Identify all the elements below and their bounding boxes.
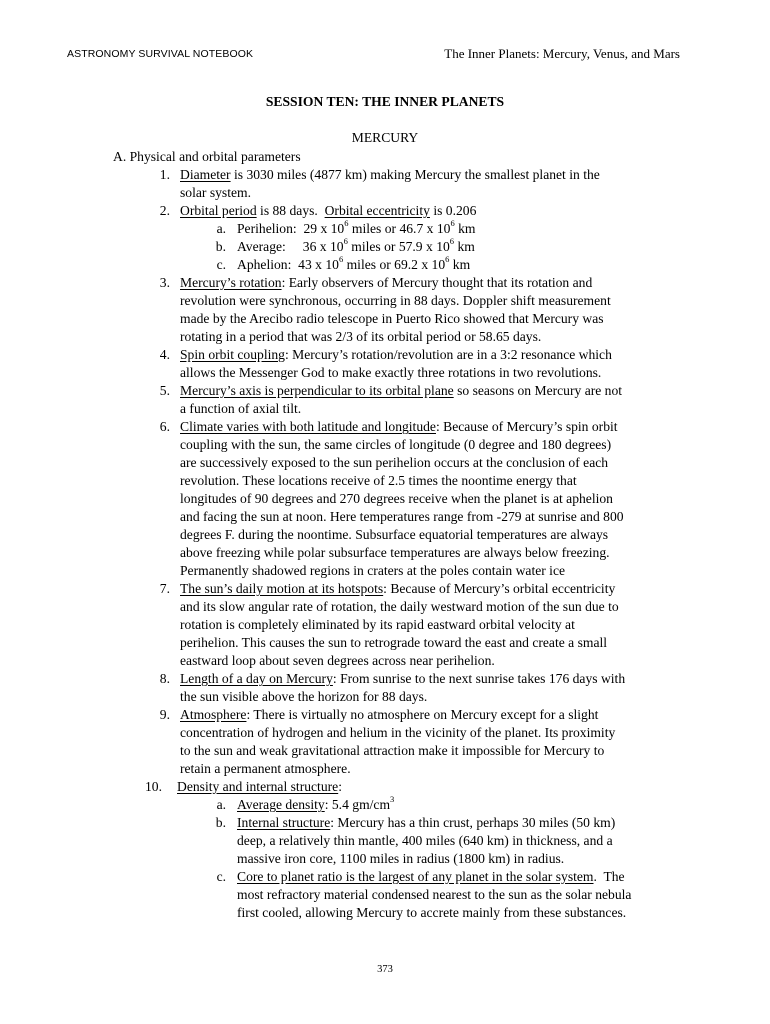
page-number: 373 [377,964,393,975]
sub-item-text: km [454,221,476,236]
item-text: : Early observers of Mercury thought that its rotation and [281,275,593,290]
exponent: 3 [390,794,395,805]
item-text: is 0.206 [429,203,477,218]
item-number: 5. [159,383,170,398]
list-item [0,382,770,400]
sub-item-text: miles or 57.9 x 10 [347,239,450,254]
exponent: 6 [344,218,349,229]
item-term: Orbital eccentricity [324,203,430,218]
list-item [0,778,770,796]
item-text: revolution. These locations receive of 2.5 times the noontime energy that [180,473,577,488]
item-text: rotating in a period that was 2/3 of its orbital period or 58.65 days. [180,329,542,344]
sub-item-letter: b. [215,239,226,254]
item-text: a function of axial tilt. [180,401,302,416]
item-text: rotation is completely eliminated by its rapid eastward orbital velocity at [180,617,575,632]
list-item [0,670,770,688]
section-a-label: A. Physical and orbital parameters [113,149,301,164]
list-item [0,580,770,598]
list-item [0,274,770,292]
item-number: 2. [159,203,170,218]
item-term: Core to planet ratio is the largest of any planet in the solar system [237,869,594,884]
list-item [0,202,770,220]
item-text: : Because of Mercury’s spin orbit [435,419,618,434]
sub-item-letter: c. [216,257,226,272]
sub-item [0,868,770,886]
item-term: The sun’s daily motion at its hotspots [180,581,384,596]
list-item [0,418,770,436]
item-number: 1. [159,167,170,182]
item-number: 4. [159,347,170,362]
outline-body [0,148,770,922]
item-text: revolution were synchronous, occurring in 88 days. Doppler shift measurement [180,293,611,308]
item-text: is 88 days. [256,203,325,218]
exponent: 6 [450,218,455,229]
item-text: concentration of hydrogen and helium in the vicinity of the planet. Its proximity [180,725,616,740]
sub-item-letter: a. [216,797,226,812]
header-book-title: ASTRONOMY SURVIVAL NOTEBOOK [67,48,254,60]
sub-item [0,220,770,238]
item-text: the sun visible above the horizon for 88 days. [180,689,428,704]
sub-item-text: km [449,257,471,272]
item-term: Density and internal structure [177,779,339,794]
sub-item [0,796,770,814]
sub-item [0,238,770,256]
item-text: are successively exposed to the sun perihelion occurs at the conclusion of each [180,455,609,470]
item-text: solar system. [180,185,251,200]
item-number: 7. [159,581,170,596]
sub-item-text: deep, a relatively thin mantle, 400 miles (640 km) in thickness, and a [237,833,613,848]
sub-item [0,814,770,832]
item-text: : Mercury’s rotation/revolution are in a 3:2 resonance which [284,347,612,362]
item-term: Internal structure [237,815,331,830]
item-term: Length of a day on Mercury [180,671,333,686]
sub-item-text: first cooled, allowing Mercury to accrete mainly from these substances. [237,905,627,920]
item-text: perihelion. This causes the sun to retrograde toward the east and create a small [180,635,608,650]
item-number: 3. [159,275,170,290]
item-text: : [338,779,342,794]
item-number: 6. [159,419,170,434]
item-text: so seasons on Mercury are not [453,383,623,398]
item-term: Diameter [180,167,231,182]
sub-item-letter: a. [216,221,226,236]
item-text: retain a permanent atmosphere. [180,761,351,776]
item-text: longitudes of 90 degrees and 270 degrees receive when the planet is at aphelion [180,491,613,506]
sub-item [0,256,770,274]
list-item [0,346,770,364]
item-text: allows the Messenger God to make exactly three rotations in two revolutions. [180,365,602,380]
item-term: Atmosphere [180,707,247,722]
sub-item-text: : Mercury has a thin crust, perhaps 30 miles (50 km) [330,815,616,830]
item-text: : There is virtually no atmosphere on Mercury except for a slight [246,707,599,722]
item-number: 8. [159,671,170,686]
item-term: Mercury’s rotation [180,275,282,290]
item-number: 9. [159,707,170,722]
sub-item-text: massive iron core, 1100 miles in radius (1800 km) in radius. [237,851,565,866]
sub-item-text: miles or 46.7 x 10 [348,221,451,236]
item-term: Mercury’s axis is perpendicular to its orbital plane [180,383,454,398]
sub-item-text: Average: 36 x 10 [237,239,344,254]
sub-item-text: most refractory material condensed nearest to the sun as the solar nebula [237,887,632,902]
section-a-heading [0,148,770,166]
item-term: Climate varies with both latitude and longitude [180,419,436,434]
exponent: 6 [449,236,455,247]
list-item [0,166,770,184]
item-number: 10. [145,779,162,794]
exponent: 6 [338,254,344,265]
item-text: to the sun and weak gravitational attraction make it impossible for Mercury to [180,743,605,758]
item-term: Spin orbit coupling [180,347,285,362]
section-heading-mercury: MERCURY [351,130,419,145]
sub-item-letter: c. [216,869,226,884]
item-text: coupling with the sun, the same circles of longitude (0 degree and 180 degrees) [180,437,612,452]
sub-item-text: miles or 69.2 x 10 [343,257,446,272]
sub-item-letter: b. [215,815,226,830]
sub-item-text: km [454,239,475,254]
header-chapter-title: The Inner Planets: Mercury, Venus, and Mars [444,46,680,61]
sub-item-text: . The [593,869,625,884]
item-text: above freezing while polar subsurface temperatures are always below freezing. [180,545,610,560]
item-text: Permanently shadowed regions in craters at the poles contain water ice [180,563,566,578]
item-text: : From sunrise to the next sunrise takes 176 days with [332,671,626,686]
exponent: 6 [445,254,450,265]
item-text: degrees F. during the noontime. Subsurface equatorial temperatures are always [180,527,609,542]
item-text: and its slow angular rate of rotation, the daily westward motion of the sun due to [180,599,619,614]
item-term: Orbital period [180,203,257,218]
sub-item-text: : 5.4 gm/cm [324,797,391,812]
item-text: eastward loop about seven degrees across near perihelion. [180,653,495,668]
exponent: 6 [343,236,348,247]
item-text: and facing the sun at noon. Here temperatures range from -279 at sunrise and 800 [180,509,624,524]
session-title: SESSION TEN: THE INNER PLANETS [265,94,505,109]
item-term: Average density [237,797,325,812]
item-text: is 3030 miles (4877 km) making Mercury the smallest planet in the [230,167,600,182]
list-item [0,706,770,724]
item-text: : Because of Mercury’s orbital eccentricity [383,581,616,596]
item-text: made by the Arecibo radio telescope in Puerto Rico showed that Mercury was [180,311,604,326]
sub-item-text: Aphelion: 43 x 10 [237,257,339,272]
sub-item-text: Perihelion: 29 x 10 [237,221,345,236]
